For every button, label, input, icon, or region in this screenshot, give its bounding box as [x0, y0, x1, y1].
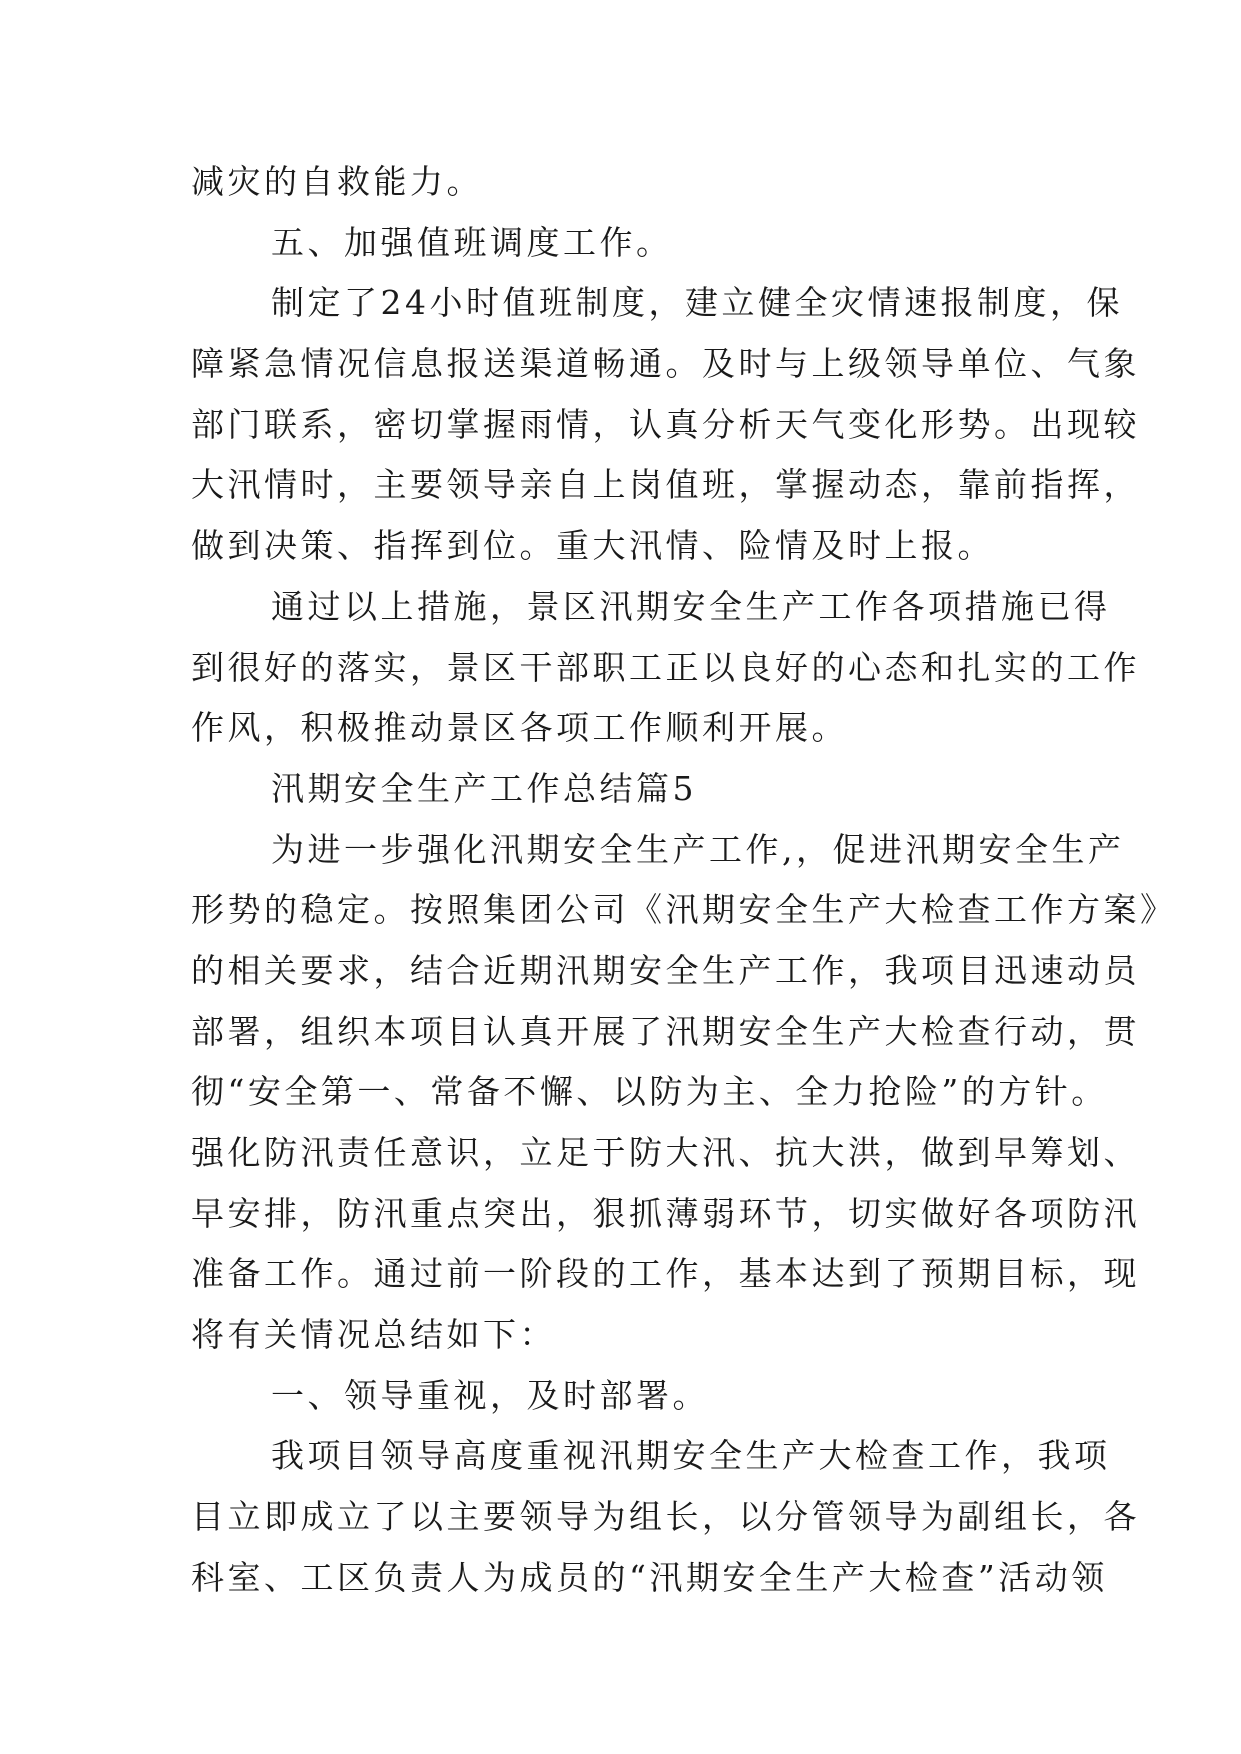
text-line: 早安排，防汛重点突出，狠抓薄弱环节，切实做好各项防汛	[191, 1193, 1140, 1233]
text-line: 形势的稳定。按照集团公司《汛期安全生产大检查工作方案》	[191, 890, 1177, 930]
text-line: 到很好的落实，景区干部职工正以良好的心态和扎实的工作	[191, 647, 1140, 687]
text-line: 为进一步强化汛期安全生产工作,，促进汛期安全生产	[271, 829, 1125, 869]
text-line: 科室、工区负责人为成员的“汛期安全生产大检查”活动领	[191, 1557, 1108, 1597]
text-line: 部署，组织本项目认真开展了汛期安全生产大检查行动，贯	[191, 1011, 1140, 1051]
text-line: 减灾的自救能力。	[191, 162, 483, 201]
text-line: 障紧急情况信息报送渠道畅通。及时与上级领导单位、气象	[191, 344, 1140, 384]
text-line: 强化防汛责任意识，立足于防大汛、抗大洪，做到早筹划、	[191, 1133, 1140, 1172]
section-heading: 五、加强值班调度工作。	[271, 222, 673, 262]
text-line: 将有关情况总结如下：	[191, 1315, 556, 1355]
text-line: 准备工作。通过前一阶段的工作，基本达到了预期目标，现	[191, 1254, 1140, 1294]
text-line: 目立即成立了以主要领导为组长，以分管领导为副组长，各	[191, 1497, 1140, 1537]
text-line: 大汛情时，主要领导亲自上岗值班，掌握动态，靠前指挥，	[191, 465, 1140, 505]
text-line: 通过以上措施，景区汛期安全生产工作各项措施已得	[271, 586, 1111, 626]
text-line: 彻“安全第一、常备不懈、以防为主、全力抢险”的方针。	[191, 1072, 1108, 1112]
text-line: 作风，积极推动景区各项工作顺利开展。	[191, 708, 848, 748]
text-line: 我项目领导高度重视汛期安全生产大检查工作，我项	[271, 1436, 1111, 1476]
section-heading: 一、领导重视，及时部署。	[271, 1375, 709, 1415]
document-page	[191, 152, 1177, 1609]
text-line: 部门联系，密切掌握雨情，认真分析天气变化形势。出现较	[191, 404, 1140, 444]
text-line: 做到决策、指挥到位。重大汛情、险情及时上报。	[191, 526, 994, 566]
text-line: 制定了24小时值班制度，建立健全灾情速报制度，保	[271, 283, 1123, 323]
text-line: 的相关要求，结合近期汛期安全生产工作，我项目迅速动员	[191, 950, 1140, 990]
article-title: 汛期安全生产工作总结篇5	[271, 768, 697, 808]
